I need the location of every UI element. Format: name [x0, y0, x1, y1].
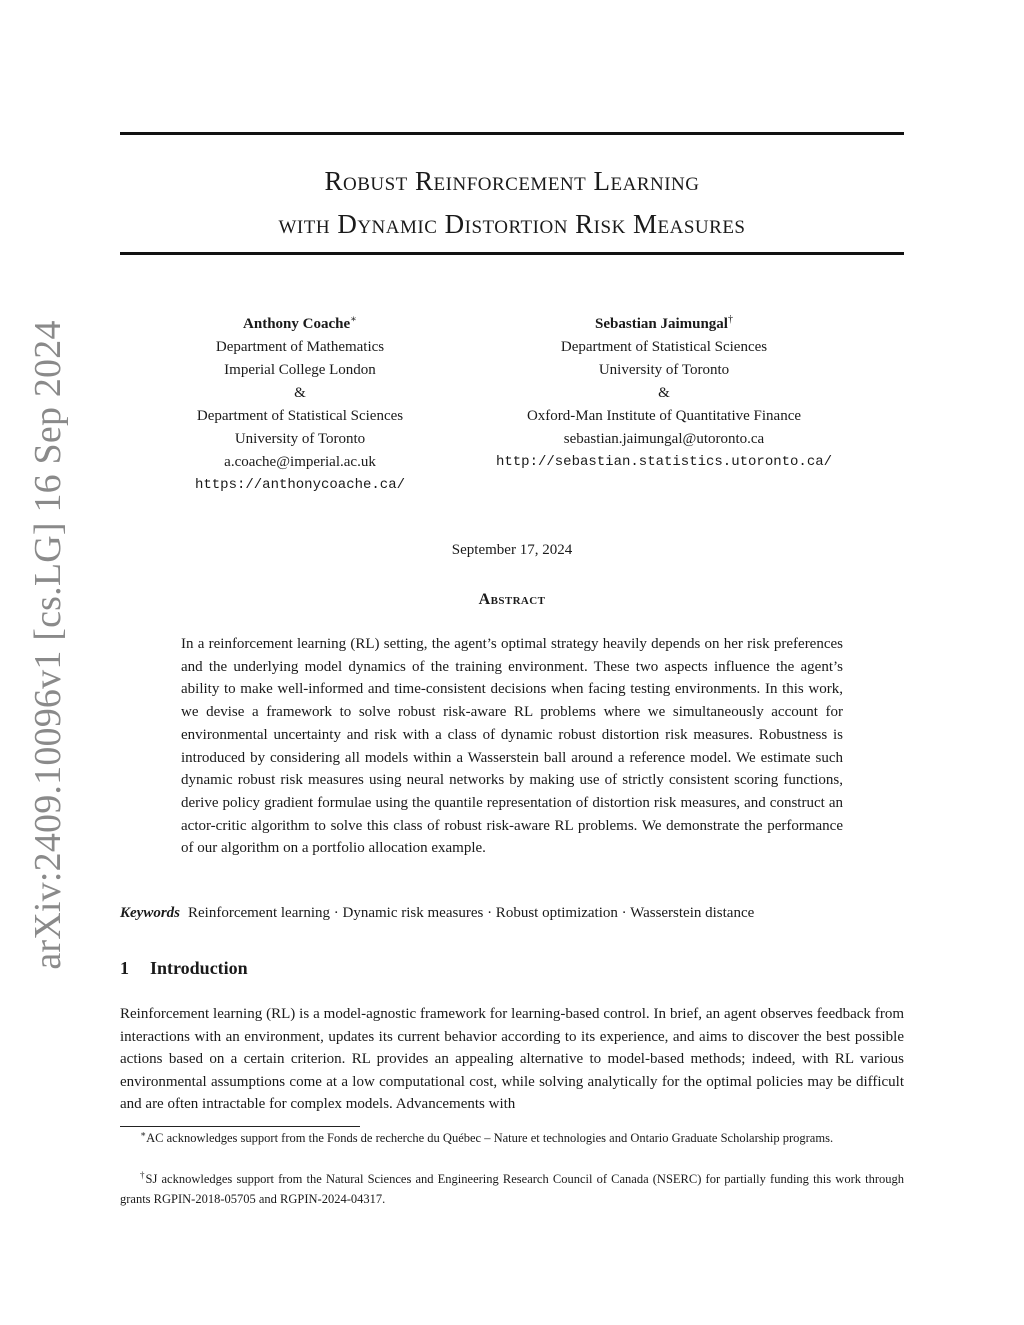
- footnote-marker: †: [140, 1169, 146, 1180]
- author-block-coache: [160, 313, 440, 497]
- author-affiliation: Department of Statistical Sciences: [196, 408, 404, 424]
- footnote-text: AC acknowledges support from the Fonds de recherche du Québec – Nature et technologies and Ontario Graduate Scholarship programs.: [146, 1131, 834, 1145]
- keywords-list: Reinforcement learning · Dynamic risk measures · Robust optimization · Wasserstein distance: [188, 905, 755, 921]
- keywords-line: [120, 905, 904, 922]
- footnote-marker: †: [727, 314, 733, 325]
- footnote-text: SJ acknowledges support from the Natural Sciences and Engineering Research Council of Canada (NSERC) for partially funding this work through grants RGPIN-2018-05705 and RGPIN-2024-04317.: [120, 1172, 905, 1206]
- author-name-line: [474, 313, 854, 336]
- author-email[interactable]: a.coache@imperial.ac.uk: [224, 454, 376, 470]
- abstract-heading: Abstract: [478, 591, 546, 608]
- footnote-marker: ∗: [350, 314, 357, 325]
- author-affiliation-separator: &: [658, 385, 670, 401]
- author-email[interactable]: sebastian.jaimungal@utoronto.ca: [563, 431, 765, 447]
- paper-title: [120, 160, 904, 246]
- author-affiliation: Oxford-Man Institute of Quantitative Finance: [526, 408, 802, 424]
- author-block-jaimungal: [474, 313, 854, 474]
- keywords-label: Keywords: [120, 905, 180, 921]
- footnote-separator-rule: [120, 1126, 360, 1127]
- author-affiliation: Department of Mathematics: [215, 339, 385, 355]
- author-name: Anthony Coache: [243, 316, 351, 332]
- footnote-1: [120, 1128, 904, 1148]
- footnote-2: [120, 1169, 904, 1209]
- author-homepage-link[interactable]: http://sebastian.statistics.utoronto.ca/: [495, 454, 833, 470]
- publication-date: September 17, 2024: [451, 542, 573, 558]
- author-name-line: [160, 313, 440, 336]
- author-name: Sebastian Jaimungal: [595, 316, 728, 332]
- author-affiliation: University of Toronto: [598, 362, 730, 378]
- title-line-1: Robust Reinforcement Learning: [324, 166, 700, 196]
- section-title: Introduction: [150, 958, 248, 978]
- author-affiliation-separator: &: [294, 385, 306, 401]
- footnote-marker: ∗: [140, 1128, 147, 1139]
- author-affiliation: Department of Statistical Sciences: [560, 339, 768, 355]
- arxiv-identifier-stamp: arXiv:2409.10096v1 [cs.LG] 16 Sep 2024: [27, 320, 69, 970]
- title-bottom-rule: [120, 252, 904, 255]
- title-top-rule: [120, 132, 904, 135]
- section-heading-introduction: [120, 958, 248, 979]
- title-line-2: with Dynamic Distortion Risk Measures: [278, 209, 746, 239]
- section-number: 1: [120, 958, 129, 978]
- author-homepage-link[interactable]: https://anthonycoache.ca/: [194, 477, 406, 493]
- author-affiliation: University of Toronto: [234, 431, 366, 447]
- author-affiliation: Imperial College London: [224, 362, 376, 378]
- introduction-paragraph: Reinforcement learning (RL) is a model-agnostic framework for learning-based control. In brief, an agent observes feedback from interactions with an environment, updates its current behavior according to its experience, and aims to discover the best possible actions based on a certain criterion. RL provides an appealing alternative to model-based methods; indeed, with RL various environmental assumptions come at a low computational cost, while solving analytically for the optimal policies may be difficult and are often intractable for complex models. Advancements with: [120, 1006, 904, 1113]
- abstract-text: In a reinforcement learning (RL) setting, the agent’s optimal strategy heavily depends on her risk preferences and the underlying model dynamics of the training environment. These two aspects influence the agent’s ability to make well-informed and time-consistent decisions when facing testing environments. In this work, we devise a framework to solve robust risk-aware RL problems where we simultaneously account for environmental uncertainty and risk with a class of dynamic robust distortion risk measures. Robustness is introduced by considering all models within a Wasserstein ball around a reference model. We estimate such dynamic robust risk measures using neural networks by making use of strictly consistent scoring functions, derive policy gradient formulae using the quantile representation of distortion risk measures, and construct an actor-critic algorithm to solve this class of robust risk-aware RL problems. We demonstrate the performance of our algorithm on a portfolio allocation example.: [181, 636, 843, 857]
